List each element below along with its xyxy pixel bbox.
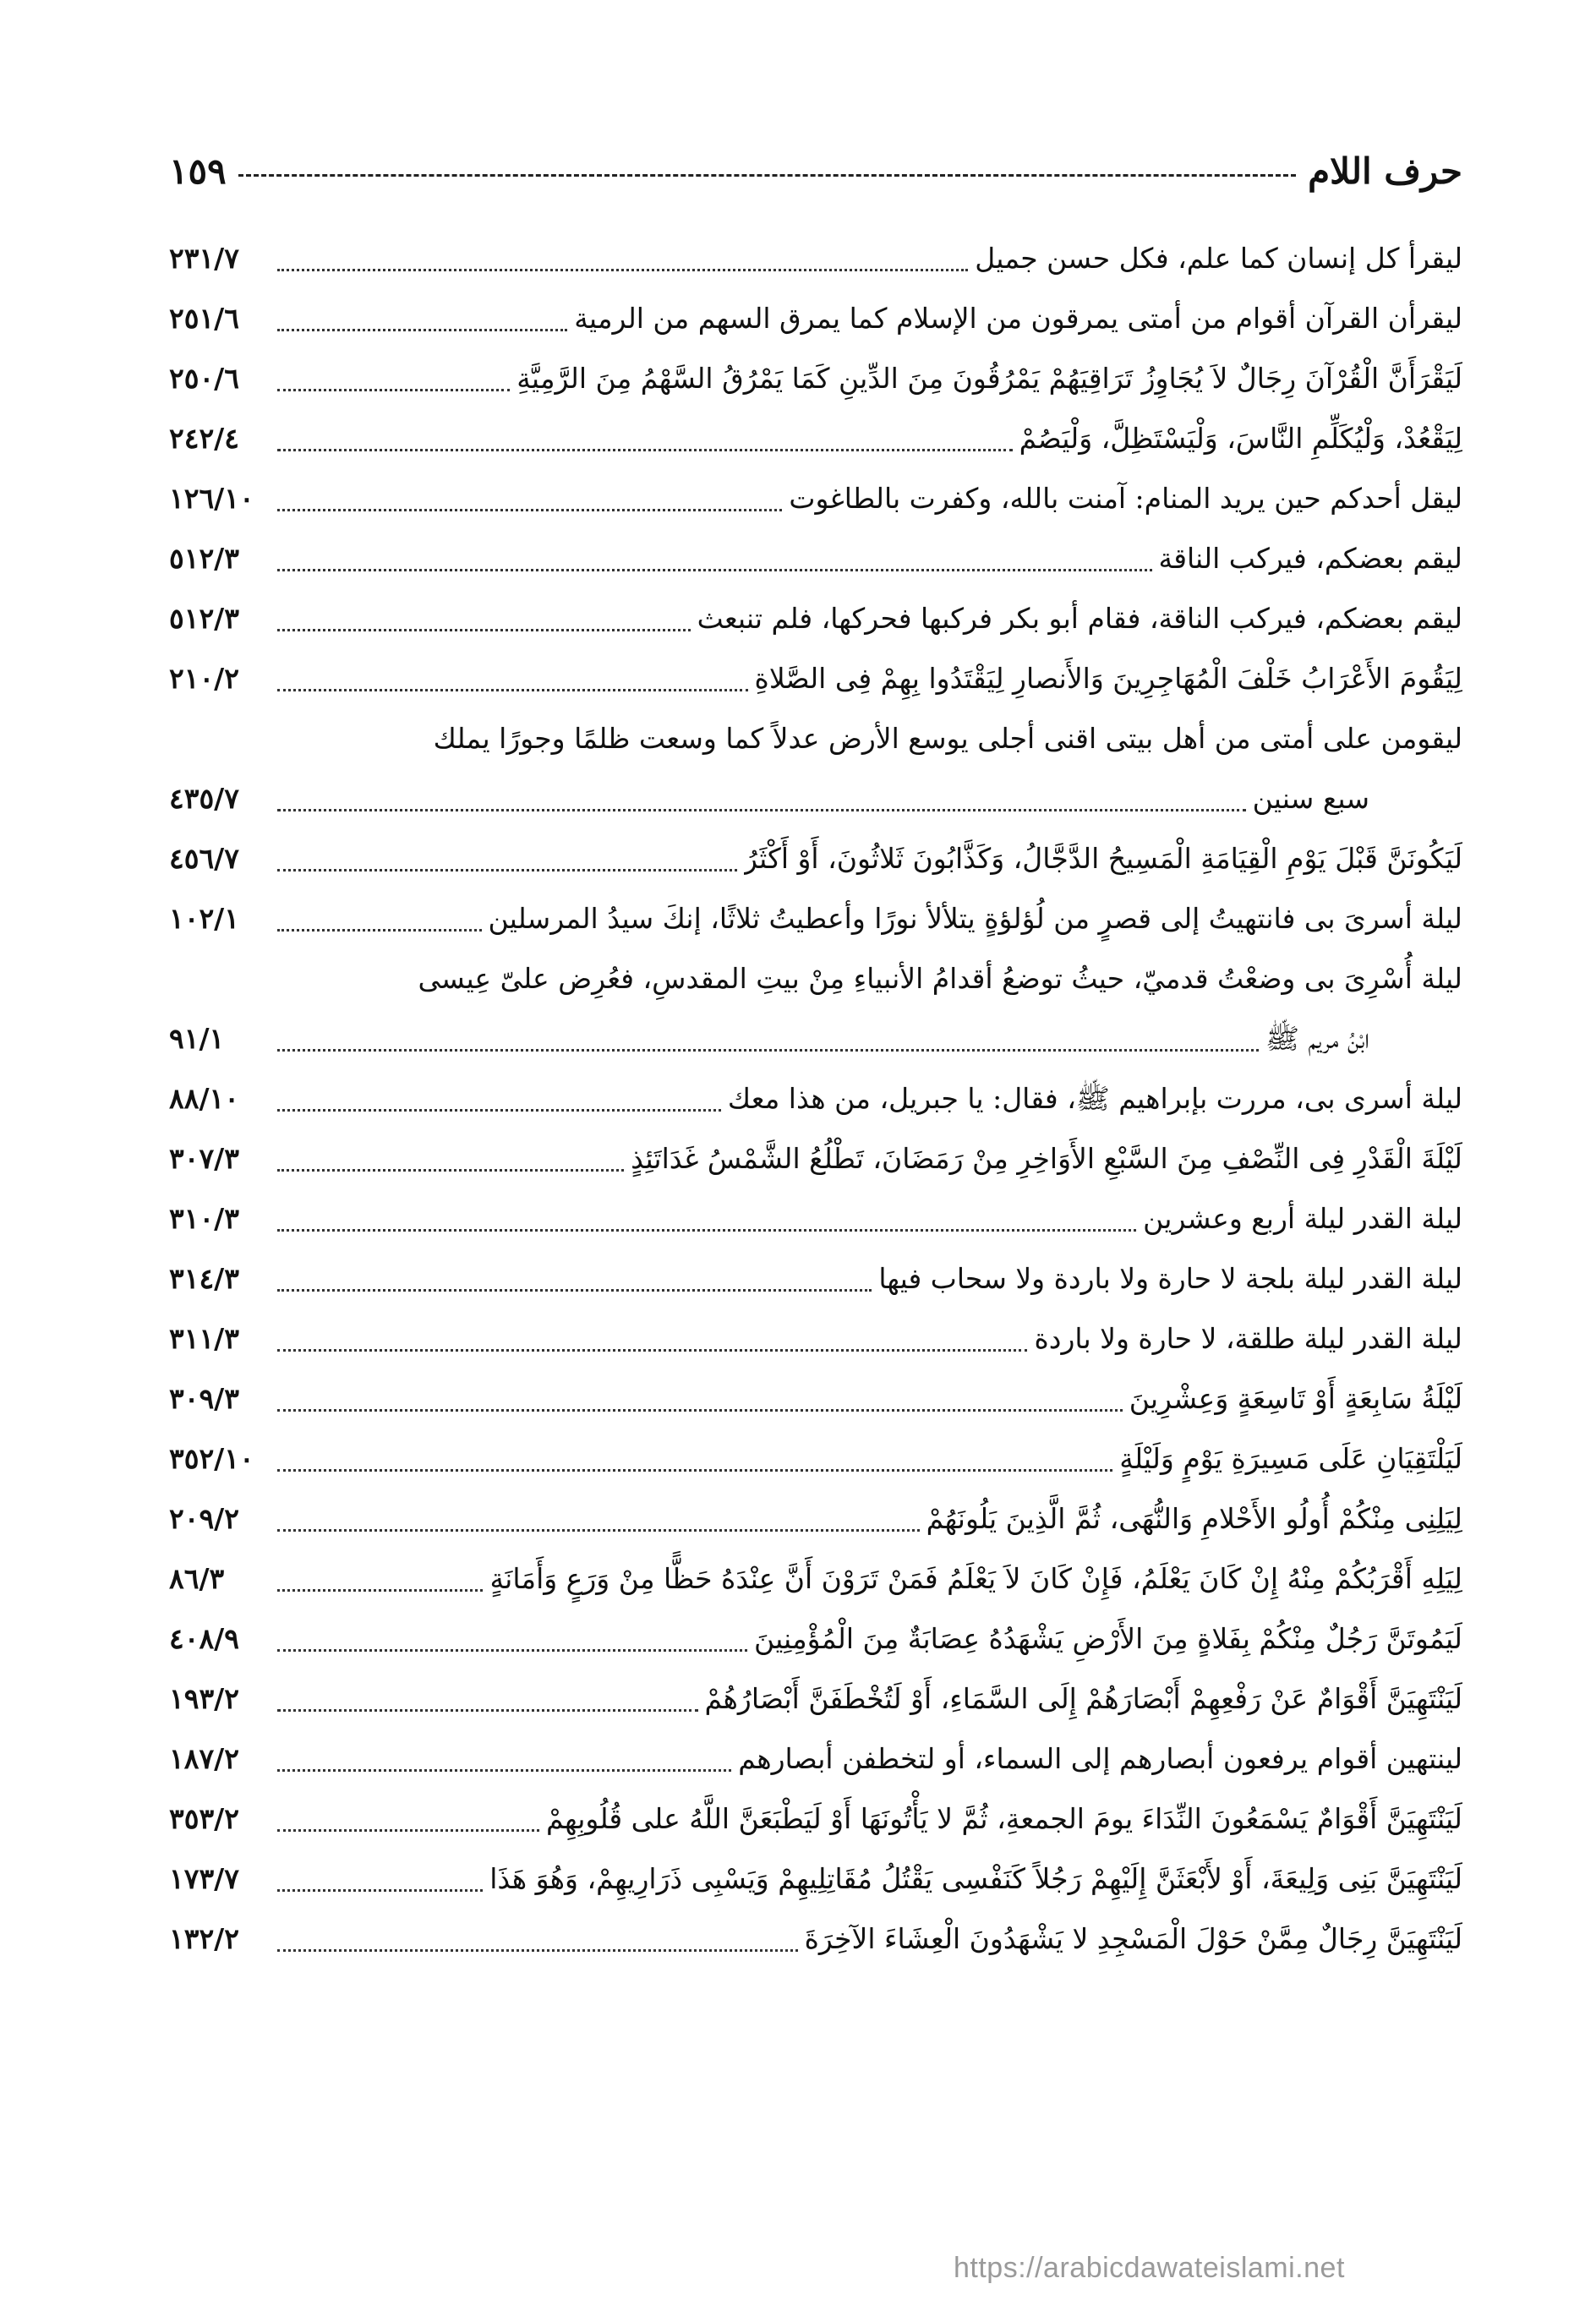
dot-leader: [277, 1709, 698, 1712]
dot-leader: [277, 689, 748, 691]
index-entry: [169, 1729, 1462, 1789]
entry-text: ليلة القدر ليلة بلجة لا حارة ولا باردة ولا سحاب فيها: [878, 1262, 1462, 1295]
entry-reference: ١٩٣/٢: [169, 1682, 239, 1715]
dot-leader: [277, 1229, 1136, 1232]
entry-text: سبع سنين: [1252, 782, 1369, 815]
index-entry: [169, 1849, 1462, 1909]
dot-leader: [277, 509, 782, 511]
entry-text: لَيْلَةُ سَابِعَةٍ أَوْ تَاسِعَةٍ وَعِشْرِينَ: [1129, 1382, 1462, 1415]
entry-text: ليقم بعضكم، فيركب الناقة، فقام أبو بكر فركبها فحركها، فلم تنبعث: [697, 602, 1462, 635]
dot-leader: [277, 1169, 624, 1172]
dot-leader: [277, 1049, 1259, 1052]
dot-leader: [277, 1649, 747, 1652]
entry-reference: ٣٥٢/١٠: [169, 1442, 254, 1475]
page: [169, 135, 1462, 1969]
index-entry: [169, 588, 1462, 648]
entry-reference: ٢٣١/٧: [169, 242, 239, 275]
entry-text: ليقرأن القرآن أقوام من أمتى يمرقون من الإسلام كما يمرق السهم من الرمية: [574, 302, 1462, 335]
index-entry: [169, 1308, 1462, 1369]
entry-text: ليلة القدر ليلة أربع وعشرين: [1143, 1202, 1462, 1235]
entry-reference: ٨٦/٣: [169, 1562, 225, 1595]
dot-leader: [277, 449, 1013, 451]
dot-leader: [277, 929, 482, 932]
entry-text: لَيَقْرَأَنَّ الْقُرْآنَ رِجَالٌ لاَ يُجَاوِزُ تَرَاقِيَهُمْ يَمْرُقُونَ مِنَ الدِّينِ كَمَا يَمْرُقُ السَّهْمُ مِنَ الرَّمِيَّةِ: [517, 362, 1462, 395]
page-number: ١٥٩: [169, 150, 227, 192]
dot-leader: [277, 1529, 920, 1532]
entry-text: ليقومن على أمتى من أهل بيتى اقنى أجلى يوسع الأرض عدلاً كما وسعت ظلمًا وجورًا يملك: [433, 722, 1462, 755]
entry-reference: ١٠٢/١: [169, 902, 239, 935]
entry-text: لِيَلِهِ أَقْرَبُكُمْ مِنْهُ إِنْ كَانَ يَعْلَمُ، فَإِنْ كَانَ لاَ يَعْلَمُ فَمَنْ تَرَوْنَ أَنَّ عِنْدَهُ حَظًّا مِنْ وَرَعٍ وَأَمَانَةٍ: [489, 1562, 1462, 1595]
page-header: [169, 135, 1462, 206]
index-entry: [169, 1609, 1462, 1669]
entry-text: لَيَنْتَهِيَنَّ أَقْوَامٌ عَنْ رَفْعِهِمْ أَبْصَارَهُمْ إِلَى السَّمَاءِ، أَوْ لَتُخْطَفَنَّ أَبْصَارُهُمْ: [704, 1682, 1462, 1715]
dot-leader: [277, 809, 1246, 811]
dot-leader: [277, 1769, 731, 1772]
dot-leader: [277, 1289, 872, 1292]
header-rule: [238, 174, 1296, 177]
entry-text: لَيْلَةَ الْقَدْرِ فِى النِّصْفِ مِنَ السَّبْعِ الأَوَاخِرِ مِنْ رَمَضَانَ، تَطْلُعُ الشَّمْسُ غَدَاتَئِذٍ: [631, 1142, 1462, 1175]
entry-text: ابْنُ مريم ﷺ: [1265, 1022, 1369, 1055]
entry-text: ليلة أسرى بى، مررت بإبراهيم ﷺ، فقال: يا جبريل، من هذا معك: [727, 1082, 1462, 1115]
entry-reference: ٢٥٠/٦: [169, 362, 239, 395]
index-entry: [169, 828, 1462, 888]
index-entry: [169, 348, 1462, 408]
entry-text: لِيَقْعُدْ، وَلْيُكَلِّمِ النَّاسَ، وَلْيَسْتَظِلَّ، وَلْيَصُمْ: [1019, 422, 1462, 455]
entry-reference: ١٨٧/٢: [169, 1742, 239, 1775]
entry-text: ليقل أحدكم حين يريد المنام: آمنت بالله، وكفرت بالطاغوت: [789, 482, 1462, 515]
dot-leader: [277, 1409, 1123, 1412]
entry-reference: ٤٠٨/٩: [169, 1622, 239, 1655]
index-entry: [169, 528, 1462, 588]
entry-reference: ٥١٢/٣: [169, 602, 239, 635]
index-list: [169, 228, 1462, 1969]
index-entry: [169, 1369, 1462, 1429]
index-entry: [169, 1188, 1462, 1248]
entry-text: لِيَلِنِى مِنْكُمْ أُولُو الأَحْلامِ وَالنُّهَى، ثُمَّ الَّذِينَ يَلُونَهُمْ: [926, 1502, 1462, 1535]
dot-leader: [277, 1949, 798, 1952]
index-entry: [169, 1669, 1462, 1729]
entry-text: لَيَنْتَهِيَنَّ بَنِى وَلِيعَةَ، أَوْ لأَبْعَثَنَّ إِلَيْهِمْ رَجُلاً كَنَفْسِى يَقْتُلُ مُقَاتِلِيهِمْ وَيَسْبِى ذَرَارِيهِمْ، وَهُوَ هَذَا: [489, 1862, 1462, 1895]
dot-leader: [277, 269, 968, 271]
entry-text: لِيَقُومَ الأَعْرَابُ خَلْفَ الْمُهَاجِرِينَ وَالأَنصارِ لِيَقْتَدُوا بِهِمْ فِى الصَّلاةِ: [754, 662, 1462, 695]
index-entry: [169, 1549, 1462, 1609]
index-entry: [169, 468, 1462, 528]
entry-reference: ٥١٢/٣: [169, 542, 239, 575]
entry-reference: ٣٠٩/٣: [169, 1382, 239, 1415]
entry-reference: ٣١٤/٣: [169, 1262, 239, 1295]
dot-leader: [277, 329, 567, 331]
index-entry: [169, 648, 1462, 708]
entry-reference: ١٢٦/١٠: [169, 482, 254, 515]
index-entry: [169, 1128, 1462, 1188]
entry-reference: ٣١١/٣: [169, 1322, 239, 1355]
index-entry: [169, 1248, 1462, 1308]
entry-text: ليقم بعضكم، فيركب الناقة: [1158, 542, 1462, 575]
index-entry: [169, 708, 1462, 768]
dot-leader: [277, 1829, 539, 1832]
index-entry: [169, 1008, 1462, 1068]
entry-text: ليلة أُسْرِىَ بى وضعْتُ قدميّ، حيثُ توضعُ أقدامُ الأنبياءِ مِنْ بيتِ المقدسِ، فعُرِض علىّ عِيسى: [418, 962, 1462, 995]
entry-reference: ٢٠٩/٢: [169, 1502, 239, 1535]
entry-reference: ٩١/١: [169, 1022, 225, 1055]
index-entry: [169, 1429, 1462, 1489]
entry-reference: ١٧٣/٧: [169, 1862, 239, 1895]
dot-leader: [277, 629, 691, 631]
watermark-url: https://arabicdawateislami.net: [954, 2252, 1345, 2284]
index-entry: [169, 948, 1462, 1008]
entry-text: لَيَكُونَنَّ قَبْلَ يَوْمِ الْقِيَامَةِ الْمَسِيحُ الدَّجَّالُ، وَكَذَّابُونَ ثَلاثُونَ، أَوْ أَكْثَرُ: [743, 842, 1462, 875]
entry-text: ليلة القدر ليلة طلقة، لا حارة ولا باردة: [1034, 1322, 1462, 1355]
entry-reference: ٢٥١/٦: [169, 302, 239, 335]
index-entry: [169, 888, 1462, 948]
entry-reference: ٢١٠/٢: [169, 662, 239, 695]
entry-reference: ٣٥٣/٢: [169, 1802, 239, 1835]
entry-text: لَيَمُوتَنَّ رَجُلٌ مِنْكُمْ بِفَلاةٍ مِنَ الأَرْضِ يَشْهَدُهُ عِصَابَةٌ مِنَ الْمُؤْمِنِينَ: [753, 1622, 1462, 1655]
index-entry: [169, 228, 1462, 288]
entry-reference: ١٣٢/٢: [169, 1922, 239, 1955]
entry-text: لَيَلْتَقِيَانِ عَلَى مَسِيرَةِ يَوْمٍ وَلَيْلَةٍ: [1119, 1442, 1462, 1475]
dot-leader: [277, 389, 510, 391]
entry-text: لينتهين أقوام يرفعون أبصارهم إلى السماء، أو لتخطفن أبصارهم: [738, 1742, 1462, 1775]
index-entry: [169, 1068, 1462, 1128]
dot-leader: [277, 869, 737, 871]
entry-text: لَيَنْتَهِيَنَّ رِجَالٌ مِمَّنْ حَوْلَ الْمَسْجِدِ لا يَشْهَدُونَ الْعِشَاءَ الآخِرَةَ: [804, 1922, 1462, 1955]
dot-leader: [277, 1469, 1112, 1472]
entry-text: ليلة أسرىَ بى فانتهيتُ إلى قصرٍ من لُؤلؤةٍ يتلألأ نورًا وأعطيتُ ثلاثًا، إنكَ سيدُ المرسلين: [488, 902, 1462, 935]
entry-reference: ٤٣٥/٧: [169, 782, 239, 815]
entry-reference: ٢٤٢/٤: [169, 422, 239, 455]
chapter-title: حرف اللام: [1308, 150, 1462, 192]
index-entry: [169, 1489, 1462, 1549]
dot-leader: [277, 1889, 483, 1892]
entry-reference: ٤٥٦/٧: [169, 842, 239, 875]
dot-leader: [277, 1109, 721, 1112]
index-entry: [169, 768, 1462, 828]
dot-leader: [277, 1349, 1027, 1352]
entry-text: لَيَنْتَهِيَنَّ أَقْوَامٌ يَسْمَعُونَ النِّدَاءَ يومَ الجمعةِ، ثُمَّ لا يَأْتُونَهَا أَوْ لَيَطْبَعَنَّ اللَّهُ على قُلُوبِهِمْ: [546, 1802, 1462, 1835]
dot-leader: [277, 569, 1152, 571]
index-entry: [169, 408, 1462, 468]
entry-reference: ٣٠٧/٣: [169, 1142, 239, 1175]
index-entry: [169, 1789, 1462, 1849]
entry-reference: ٣١٠/٣: [169, 1202, 239, 1235]
index-entry: [169, 288, 1462, 348]
entry-text: ليقرأ كل إنسان كما علم، فكل حسن جميل: [975, 242, 1462, 275]
entry-reference: ٨٨/١٠: [169, 1082, 239, 1115]
dot-leader: [277, 1589, 483, 1592]
index-entry: [169, 1909, 1462, 1969]
